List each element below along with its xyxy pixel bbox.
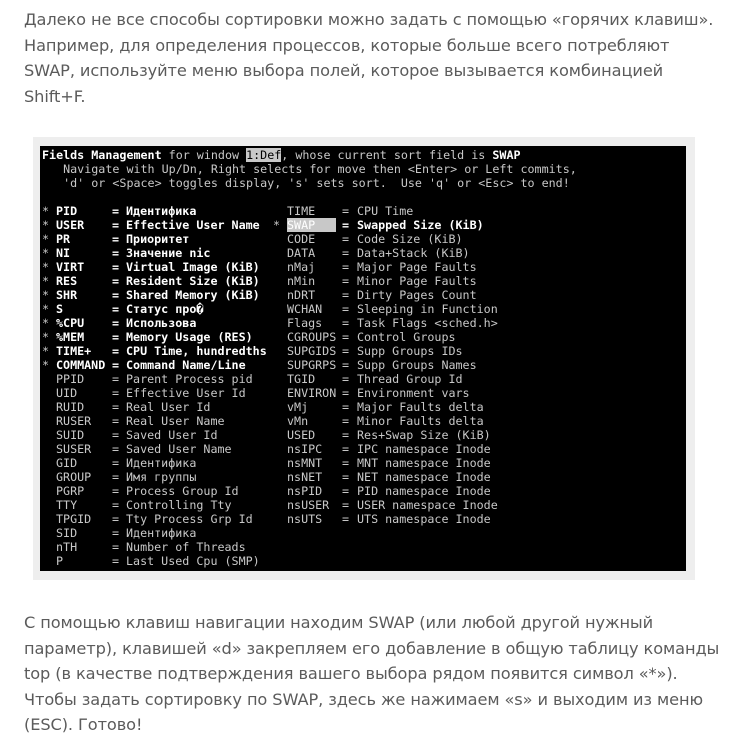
field-description: IPC namespace Inode — [357, 442, 491, 456]
field-row — [42, 442, 682, 456]
field-separator: = — [112, 498, 120, 512]
field-description: Идентифика — [126, 526, 197, 540]
field-separator: = — [112, 302, 120, 316]
field-name: nMin — [287, 274, 316, 288]
field-description: Data+Stack (KiB) — [357, 246, 470, 260]
field-name: CGROUPS — [287, 330, 337, 344]
field-name: nsUTS — [287, 512, 323, 526]
field-name: SID — [56, 526, 78, 540]
field-name: TIME+ — [56, 344, 92, 358]
field-separator: = — [342, 484, 350, 498]
field-row — [42, 204, 682, 218]
header-sort-text: , whose current sort field is — [281, 148, 493, 162]
field-separator: = — [342, 470, 350, 484]
field-description: Memory Usage (RES) — [126, 330, 253, 344]
field-separator: = — [112, 204, 120, 218]
field-description: Shared Memory (KiB) — [126, 288, 260, 302]
field-name: nsUSER — [287, 498, 330, 512]
field-description: Minor Page Faults — [357, 274, 477, 288]
field-description: Tty Process Grp Id — [126, 512, 253, 526]
outro-paragraph — [24, 610, 720, 738]
field-name: PID — [56, 204, 78, 218]
field-separator: = — [342, 400, 350, 414]
field-star: * — [42, 302, 50, 316]
field-description: Sleeping in Function — [357, 302, 498, 316]
field-name: P — [56, 554, 64, 568]
field-description: PID namespace Inode — [357, 484, 491, 498]
terminal-screenshot — [40, 146, 686, 571]
field-description: Controlling Tty — [126, 498, 232, 512]
field-separator: = — [342, 218, 350, 232]
field-row — [42, 358, 682, 372]
field-row — [42, 554, 682, 568]
field-name: nsPID — [287, 484, 323, 498]
field-description: Приоритет — [126, 232, 190, 246]
field-row — [42, 470, 682, 484]
field-row — [42, 512, 682, 526]
field-row — [42, 498, 682, 512]
field-description: Effective User Name — [126, 218, 260, 232]
field-star: * — [42, 218, 50, 232]
field-description: Number of Threads — [126, 540, 246, 554]
field-separator: = — [112, 232, 120, 246]
field-name: RES — [56, 274, 78, 288]
field-separator: = — [342, 316, 350, 330]
field-description: Control Groups — [357, 330, 456, 344]
field-row — [42, 372, 682, 386]
field-separator: = — [342, 260, 350, 274]
field-description: Resident Size (KiB) — [126, 274, 260, 288]
terminal-header — [42, 148, 521, 162]
field-star: * — [42, 274, 50, 288]
field-description: Имя группы — [126, 470, 197, 484]
field-description: Saved User Id — [126, 428, 218, 442]
field-separator: = — [342, 302, 350, 316]
field-separator: = — [342, 386, 350, 400]
field-description: Supp Groups IDs — [357, 344, 463, 358]
field-name: ENVIRON — [287, 386, 337, 400]
field-name: TIME — [287, 204, 316, 218]
field-separator: = — [112, 274, 120, 288]
field-name: nsNET — [287, 470, 323, 484]
field-separator: = — [112, 554, 120, 568]
field-separator: = — [112, 372, 120, 386]
field-name: vMn — [287, 414, 309, 428]
field-description: Minor Faults delta — [357, 414, 484, 428]
field-description: Effective User Id — [126, 386, 246, 400]
field-row — [42, 484, 682, 498]
intro-line: Далеко не все способы сортировки можно задать с помощью «горячих клавиш». — [24, 10, 714, 29]
field-name: nDRT — [287, 288, 316, 302]
header-sort-field: SWAP — [492, 148, 521, 162]
field-separator: = — [342, 344, 350, 358]
outro-line: (ESC). Готово! — [24, 715, 143, 734]
intro-line: SWAP, используйте меню выбора полей, которое вызывается комбинацией — [24, 61, 664, 80]
field-separator: = — [112, 414, 120, 428]
field-separator: = — [112, 512, 120, 526]
field-star: * — [42, 288, 50, 302]
field-separator: = — [342, 358, 350, 372]
field-separator: = — [342, 246, 350, 260]
field-separator: = — [112, 526, 120, 540]
field-row — [42, 274, 682, 288]
field-description: CPU Time — [357, 204, 414, 218]
field-name: VIRT — [56, 260, 85, 274]
field-name: nMaj — [287, 260, 316, 274]
field-description: Task Flags <sched.h> — [357, 316, 498, 330]
field-star: * — [42, 232, 50, 246]
field-description: Major Faults delta — [357, 400, 484, 414]
field-row — [42, 386, 682, 400]
field-star: * — [273, 218, 281, 232]
field-name: CODE — [287, 232, 316, 246]
field-separator: = — [342, 428, 350, 442]
field-name: S — [56, 302, 64, 316]
field-star: * — [42, 260, 50, 274]
field-row — [42, 344, 682, 358]
field-name: TPGID — [56, 512, 92, 526]
help-line: Navigate with Up/Dn, Right selects for move then <Enter> or Left commits, — [42, 162, 577, 176]
field-description: Идентифика — [126, 204, 197, 218]
field-description: Major Page Faults — [357, 260, 477, 274]
field-row — [42, 316, 682, 330]
field-name: %MEM — [56, 330, 85, 344]
field-row — [42, 260, 682, 274]
field-name: TTY — [56, 498, 78, 512]
field-description: Статус про� — [126, 302, 204, 316]
field-description: Dirty Pages Count — [357, 288, 477, 302]
intro-paragraph — [24, 7, 714, 109]
field-description: NET namespace Inode — [357, 470, 491, 484]
field-name: PGRP — [56, 484, 85, 498]
field-name: %CPU — [56, 316, 85, 330]
field-name: USED — [287, 428, 316, 442]
field-row — [42, 218, 682, 232]
field-star: * — [42, 330, 50, 344]
field-name: nsMNT — [287, 456, 323, 470]
field-name: USER — [56, 218, 85, 232]
help-line: 'd' or <Space> toggles display, 's' sets sort. Use 'q' or <Esc> to end! — [42, 176, 570, 190]
field-name: PPID — [56, 372, 85, 386]
field-star: * — [42, 344, 50, 358]
field-separator: = — [342, 372, 350, 386]
field-name: GROUP — [56, 470, 92, 484]
field-star: * — [42, 358, 50, 372]
field-separator: = — [342, 414, 350, 428]
field-row — [42, 330, 682, 344]
field-description: Real User Name — [126, 414, 225, 428]
field-description: Supp Groups Names — [357, 358, 477, 372]
field-separator: = — [112, 218, 120, 232]
field-separator: = — [112, 484, 120, 498]
field-separator: = — [112, 400, 120, 414]
field-description: Last Used Cpu (SMP) — [126, 554, 260, 568]
field-name: RUSER — [56, 414, 92, 428]
field-separator: = — [112, 344, 120, 358]
field-name: RUID — [56, 400, 85, 414]
field-row — [42, 540, 682, 554]
field-name: TGID — [287, 372, 316, 386]
field-row — [42, 400, 682, 414]
field-name: nTH — [56, 540, 78, 554]
field-row — [42, 414, 682, 428]
field-separator: = — [112, 330, 120, 344]
field-name: SHR — [56, 288, 78, 302]
field-separator: = — [342, 204, 350, 218]
field-description: Command Name/Line — [126, 358, 246, 372]
field-star: * — [42, 246, 50, 260]
field-row — [42, 246, 682, 260]
field-row — [42, 302, 682, 316]
field-description: Process Group Id — [126, 484, 239, 498]
field-separator: = — [342, 498, 350, 512]
field-name: SUSER — [56, 442, 92, 456]
field-name: nsIPC — [287, 442, 323, 456]
field-separator: = — [112, 470, 120, 484]
field-description: Virtual Image (KiB) — [126, 260, 260, 274]
field-separator: = — [342, 288, 350, 302]
field-star: * — [42, 204, 50, 218]
field-description: Saved User Name — [126, 442, 232, 456]
field-separator: = — [112, 260, 120, 274]
field-name: DATA — [287, 246, 316, 260]
field-name: PR — [56, 232, 71, 246]
intro-line: Например, для определения процессов, которые больше всего потребляют — [24, 35, 670, 55]
field-name: SUID — [56, 428, 85, 442]
field-name: Flags — [287, 316, 323, 330]
field-separator: = — [342, 512, 350, 526]
field-description: Идентифика — [126, 456, 197, 470]
field-name: WCHAN — [287, 302, 323, 316]
field-description: USER namespace Inode — [357, 498, 498, 512]
outro-line: С помощью клавиш навигации находим SWAP (или любой другой нужный — [24, 613, 654, 632]
field-description: Res+Swap Size (KiB) — [357, 428, 491, 442]
field-separator: = — [112, 246, 120, 260]
field-star: * — [42, 316, 50, 330]
field-description: Environment vars — [357, 386, 470, 400]
field-description: Real User Id — [126, 400, 211, 414]
field-name: vMj — [287, 400, 309, 414]
header-for-window: for window — [161, 148, 247, 162]
header-window: 1:Def — [246, 148, 282, 162]
field-name: GID — [56, 456, 78, 470]
field-row — [42, 232, 682, 246]
field-description: Значение nic — [126, 246, 211, 260]
field-name: SUPGRPS — [287, 358, 337, 372]
field-separator: = — [342, 330, 350, 344]
field-separator: = — [112, 456, 120, 470]
field-description: Swapped Size (KiB) — [357, 218, 484, 232]
field-name: NI — [56, 246, 71, 260]
field-separator: = — [112, 540, 120, 554]
field-description: Thread Group Id — [357, 372, 463, 386]
field-separator: = — [112, 288, 120, 302]
field-description: Использова — [126, 316, 197, 330]
field-name: COMMAND — [56, 358, 106, 372]
field-description: MNT namespace Inode — [357, 456, 491, 470]
field-separator: = — [342, 456, 350, 470]
field-row — [42, 288, 682, 302]
field-separator: = — [342, 442, 350, 456]
field-description: CPU Time, hundredths — [126, 344, 267, 358]
field-row — [42, 526, 682, 540]
field-name: SWAP — [287, 218, 336, 232]
outro-line: Чтобы задать сортировку по SWAP, здесь же нажимаем «s» и выходим из меню — [24, 689, 703, 709]
field-name: SUPGIDS — [287, 344, 337, 358]
outro-line: параметр), клавишей «d» закрепляем его добавление в общую таблицу команды — [24, 638, 720, 658]
intro-line: Shift+F. — [24, 86, 86, 106]
field-separator: = — [112, 316, 120, 330]
field-separator: = — [112, 386, 120, 400]
field-separator: = — [342, 232, 350, 246]
field-description: UTS namespace Inode — [357, 512, 491, 526]
field-separator: = — [112, 442, 120, 456]
header-title: Fields Management — [42, 148, 162, 162]
field-separator: = — [112, 358, 120, 372]
field-separator: = — [112, 428, 120, 442]
field-name: UID — [56, 386, 78, 400]
field-description: Parent Process pid — [126, 372, 253, 386]
outro-line: top (в качестве подтверждения вашего выбора рядом появится символ «*»). — [24, 664, 678, 683]
field-description: Code Size (KiB) — [357, 232, 463, 246]
field-row — [42, 456, 682, 470]
field-separator: = — [342, 274, 350, 288]
field-row — [42, 428, 682, 442]
